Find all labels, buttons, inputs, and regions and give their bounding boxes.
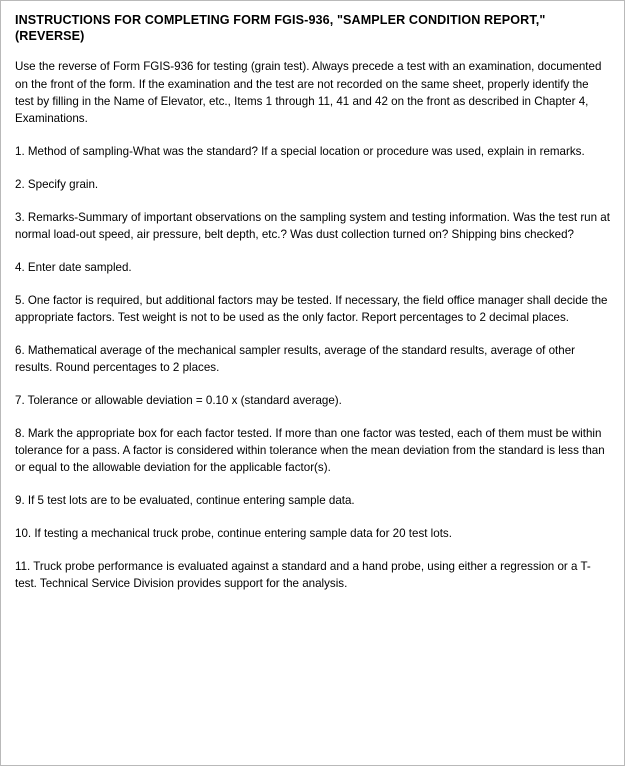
instruction-item-11: 11. Truck probe performance is evaluated against a standard and a hand probe, using either a regression or a T-test. Technical Service Division provides support for the analysis. bbox=[15, 560, 591, 591]
instruction-item-1: 1. Method of sampling-What was the standard? If a special location or procedure was used, explain in remarks. bbox=[15, 144, 585, 158]
instruction-item-7: 7. Tolerance or allowable deviation = 0.10 x (standard average). bbox=[15, 393, 342, 407]
page-title: INSTRUCTIONS FOR COMPLETING FORM FGIS-936, "SAMPLER CONDITION REPORT," (REVERSE) bbox=[15, 13, 546, 43]
intro-paragraph: Use the reverse of Form FGIS-936 for testing (grain test). Always precede a test with an examination, documented on the front of the form. If the examination and the test are not recorded on the same sheet, properly identify the test by filling in the Name of Elevator, etc., Items 1 through 11, 41 and 42 on the front as described in Chapter 4, Examinations. bbox=[15, 60, 602, 125]
instruction-item-8: 8. Mark the appropriate box for each factor tested. If more than one factor was tested, each of them must be within tolerance for a pass. A factor is considered within tolerance when the mean deviation from the standard is less than or equal to the allowable deviation for the applicable factor(s). bbox=[15, 426, 605, 474]
instruction-item-9: 9. If 5 test lots are to be evaluated, continue entering sample data. bbox=[15, 494, 355, 507]
instruction-item-5: 5. One factor is required, but additional factors may be tested. If necessary, the field office manager shall decide the appropriate factors. Test weight is not to be used as the only factor. Report percentages to 2 decimal places. bbox=[15, 293, 608, 324]
instruction-item-10: 10. If testing a mechanical truck probe, continue entering sample data for 20 test lots. bbox=[15, 527, 452, 541]
instruction-item-3: 3. Remarks-Summary of important observations on the sampling system and testing information. Was the test run at normal load-out speed, air pressure, belt depth, etc.? Was dust collection turned on? Shipping bins checked? bbox=[15, 210, 610, 241]
instruction-item-4: 4. Enter date sampled. bbox=[15, 260, 132, 274]
instruction-item-2: 2. Specify grain. bbox=[15, 177, 99, 191]
instruction-item-6: 6. Mathematical average of the mechanical sampler results, average of the standard results, average of other results. Round percentages to 2 places. bbox=[15, 343, 576, 374]
